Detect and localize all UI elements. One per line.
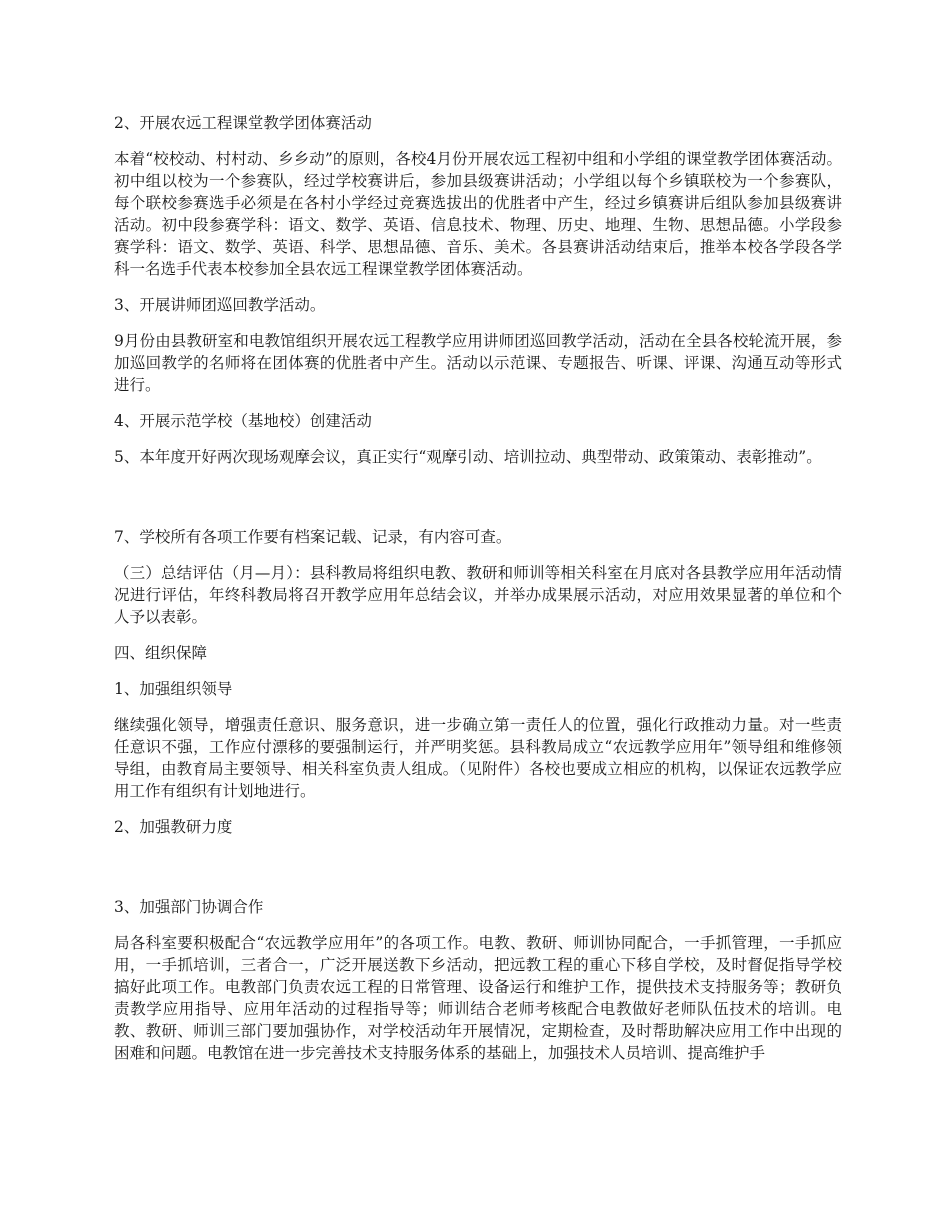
section-heading-organization: 四、组织保障 bbox=[114, 644, 208, 662]
heading-1-leadership: 1、加强组织领导 bbox=[114, 680, 233, 698]
paragraph-team-contest: 本着“校校动、村村动、乡乡动”的原则，各校4月份开展农远工程初中组和小学组的课堂教学团体赛活动。初中组以校为一个参赛队，经过学校赛讲后，参加县级赛讲活动；小学组以每个乡镇联校为一个参赛队，每个联校参赛选手必须是在各村小学经过竞赛选拔出的优胜者中产生，经过乡镇赛讲后组队参加县级赛讲活动。初中段参赛学科：语文、数学、英语、信息技术、物理、历史、地理、生物、思想品德。小学段参赛学科：语文、数学、英语、科学、思想品德、音乐、美术。各县赛讲活动结束后，推举本校各学段各学科一名选手代表本校参加全县农远工程课堂教学团体赛活动。 bbox=[114, 150, 842, 278]
document-body bbox=[114, 112, 842, 1064]
paragraph-7-archives: 7、学校所有各项工作要有档案记载、记录，有内容可查。 bbox=[114, 528, 512, 546]
heading-2-research: 2、加强教研力度 bbox=[114, 818, 233, 836]
paragraph-coordination: 局各科室要积极配合“农远教学应用年”的各项工作。电教、教研、师训协同配合，一手抓管理，一手抓应用，一手抓培训，三者合一，广泛开展送教下乡活动，把远教工程的重心下移自学校，及时督促指导学校搞好此项工作。电教部门负责农远工程的日常管理、设备运行和维护工作，提供技术支持服务等；教研负责教学应用指导、应用年活动的过程指导等；师训结合老师考核配合电教做好老师队伍技术的培训。电教、教研、师训三部门要加强协作，对学校活动年开展情况，定期检查，及时帮助解决应用工作中出现的困难和问题。电教馆在进一步完善技术支持服务体系的基础上，加强技术人员培训、提高维护手 bbox=[114, 934, 842, 1062]
heading-3-coordination: 3、加强部门协调合作 bbox=[114, 898, 264, 916]
paragraph-5-observation-meetings: 5、本年度开好两次现场观摩会议，真正实行“观摩引动、培训拉动、典型带动、政策策动、表彰推动”。 bbox=[114, 448, 822, 466]
paragraph-lecturer-tour: 9月份由县教研室和电教馆组织开展农远工程教学应用讲师团巡回教学活动，活动在全县各校轮流开展，参加巡回教学的名师将在团体赛的优胜者中产生。活动以示范课、专题报告、听课、评课、沟通互动等形式进行。 bbox=[114, 332, 842, 394]
heading-3-lecturer-tour: 3、开展讲师团巡回教学活动。 bbox=[114, 296, 326, 314]
paragraph-leadership: 继续强化领导，增强责任意识、服务意识，进一步确立第一责任人的位置，强化行政推动力量。对一些责任意识不强，工作应付漂移的要强制运行，并严明奖惩。县科教局成立“农远教学应用年”领导组和维修领导组，由教育局主要领导、相关科室负责人组成。（见附件）各校也要成立相应的机构，以保证农远教学应用工作有组织有计划地进行。 bbox=[114, 716, 842, 800]
heading-4-demo-school: 4、开展示范学校（基地校）创建活动 bbox=[114, 412, 372, 430]
paragraph-summary-evaluation: （三）总结评估（月—月）：县科教局将组织电教、教研和师训等相关科室在月底对各县教学应用年活动情况进行评估，年终科教局将召开教学应用年总结会议，并举办成果展示活动，对应用效果显著的单位和个人予以表彰。 bbox=[114, 564, 842, 626]
heading-2-team-contest: 2、开展农远工程课堂教学团体赛活动 bbox=[114, 114, 372, 132]
